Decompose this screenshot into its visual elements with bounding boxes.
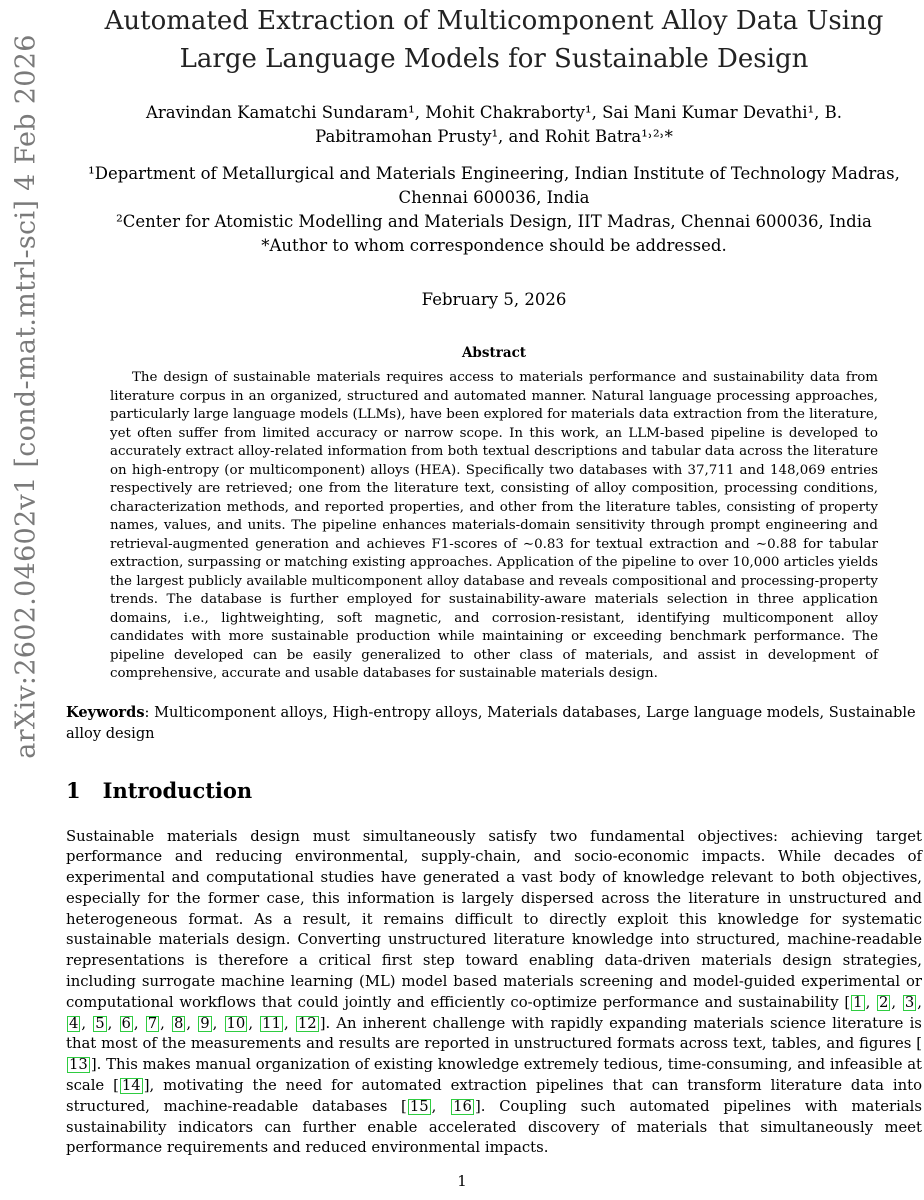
- paper-title: Automated Extraction of Multicomponent Alloy Data Using Large Language Models for Sustainable Design: [104, 6, 884, 74]
- keywords-label: Keywords: [66, 703, 145, 721]
- arxiv-stamp-text: arXiv:2602.04602v1 [cond-mat.mtrl-sci] 4 Feb 2026: [10, 33, 42, 759]
- author-list: Aravindan Kamatchi Sundaram¹, Mohit Chakraborty¹, Sai Mani Kumar Devathi¹, B. Pabitramohan Prusty¹, and Rohit Batra¹˒²˒*: [145, 103, 842, 146]
- section-title: Introduction: [102, 777, 253, 803]
- citation-link[interactable]: 10: [226, 1014, 246, 1032]
- affiliation-1: ¹Department of Metallurgical and Materials Engineering, Indian Institute of Technology Madras, Chennai 600036, India: [88, 164, 900, 207]
- introduction-paragraph: Sustainable materials design must simultaneously satisfy two fundamental objectives: achieving target performance and reducing environmental, supply-chain, and socio-economic impacts. While decades of experimental and computational studies have generated a vast body of knowledge relevant to both objectives, especially for the former case, this information is largely dispersed across the literature in unstructured and heterogeneous format. As a result, it remains difficult to directly exploit this knowledge for systematic sustainable materials design. Converting unstructured literature knowledge into structured, machine-readable representations is therefore a critical first step toward enabling data-driven materials design strategies, including surrogate machine learning (ML) model based materials screening and model-guided experimental or computational workflows that could jointly and efficiently co-optimize performance and sustainability [ 1 , 2 , 3 , 4 , 5 , 6 , 7 , 8 , 9 , 10 , 11 , 12 ]. An inherent challenge with rapidly expanding materials science literature is that most of the measurements and results are reported in unstructured formats across text, tables, and figures [13 ]. This makes manual organization of existing knowledge extremely tedious, time-consuming, and infeasible at scale [ 14 ], motivating the need for automated extraction pipelines that can transform literature data into structured, machine-readable databases [ 15 , 16 ]. Coupling such automated pipelines with materials sustainability indicators can further enable accelerated discovery of materials that simultaneously meet performance requirements and reduced environmental impacts.: [66, 827, 922, 1157]
- intro-text-4: ], motivating the need for automated extraction pipelines that can transform literature data into structured, machine-readable databases [: [66, 1077, 922, 1115]
- paper-page: [66, 0, 922, 1174]
- citation-link[interactable]: 16: [453, 1097, 472, 1115]
- citation-link[interactable]: 5: [95, 1014, 105, 1032]
- correspondence-note: *Author to whom correspondence should be addressed.: [261, 236, 727, 255]
- paper-date: February 5, 2026: [421, 290, 567, 309]
- citation-link[interactable]: 11: [262, 1014, 282, 1032]
- citation-link[interactable]: 9: [200, 1014, 210, 1032]
- intro-text-2: ]. An inherent challenge with rapidly expanding materials science literature is that most of the measurements and results are reported in unstructured formats across text, tables, and figures [: [66, 1014, 922, 1053]
- citation-link[interactable]: 2: [879, 993, 889, 1011]
- citation-link[interactable]: 4: [69, 1014, 79, 1032]
- citation-group: 1 , 2 , 3 , 4 , 5 , 6 , 7 , 8 , 9 , 10 , 11 , 12: [69, 993, 922, 1032]
- citation-link[interactable]: 13: [69, 1056, 88, 1074]
- citation-link[interactable]: 14: [121, 1077, 141, 1095]
- abstract-body: The design of sustainable materials requires access to materials performance and sustainability data from literature corpus in an organized, structured and automated manner. Natural language processing approaches, particularly large language models (LLMs), have been explored for materials data extraction from the literature, yet often suffer from limited accuracy or narrow scope. In this work, an LLM-based pipeline is developed to accurately extract alloy-related information from both textual descriptions and tabular data across the literature on high-entropy (or multicomponent) alloys (HEA). Specifically two databases with 37,711 and 148,069 entries respectively are retrieved; one from the literature text, consisting of alloy composition, processing conditions, characterization methods, and reported properties, and other from the literature tables, consisting of property names, values, and units. The pipeline enhances materials-domain sensitivity through prompt engineering and retrieval-augmented generation and achieves F1-scores of ∼0.83 for textual extraction and ∼0.88 for tabular extraction, surpassing or matching existing approaches. Application of the pipeline to over 10,000 articles yields the largest publicly available multicomponent alloy database and reveals compositional and processing-property trends. The database is further employed for sustainability-aware materials selection in three application domains, i.e., lightweighting, soft magnetic, and corrosion-resistant, identifying multicomponent alloy candidates with more sustainable production while maintaining or exceeding benchmark performance. The pipeline developed can be easily generalized to other class of materials, and assist in development of comprehensive, accurate and usable databases for sustainable materials design.: [110, 370, 878, 681]
- citation-link[interactable]: 1: [853, 993, 863, 1011]
- citation-link[interactable]: 8: [174, 1014, 184, 1032]
- citation-link[interactable]: 6: [121, 1014, 131, 1032]
- citation-link[interactable]: 3: [904, 993, 915, 1011]
- section-number: 1: [66, 777, 81, 803]
- abstract-heading: Abstract: [461, 345, 527, 361]
- citation-link[interactable]: 15: [409, 1097, 429, 1115]
- arxiv-side-stamp: [4, 33, 48, 759]
- page-number: 1: [457, 1172, 467, 1190]
- citation-link[interactable]: 12: [297, 1014, 317, 1032]
- intro-text-1: Sustainable materials design must simultaneously satisfy two fundamental objectives: achieving target performance and reducing environmental, supply-chain, and socio-economic impacts. While decades of experimental and computational studies have generated a vast body of knowledge relevant to both objectives, especially for the former case, this information is largely dispersed across the literature in unstructured and heterogeneous format. As a result, it remains difficult to directly exploit this knowledge for systematic sustainable materials design. Converting unstructured literature knowledge into structured, machine-readable representations is therefore a critical first step toward enabling data-driven materials design strategies, including surrogate machine learning (ML) model based materials screening and model-guided experimental or computational workflows that could jointly and efficiently co-optimize performance and sustainability [: [66, 827, 922, 1011]
- citation-link[interactable]: 7: [147, 1014, 158, 1032]
- section-heading-introduction: [66, 778, 922, 803]
- affiliation-list: [66, 162, 922, 258]
- affiliation-2: ²Center for Atomistic Modelling and Materials Design, IIT Madras, Chennai 600036, India: [116, 212, 872, 231]
- intro-text-5: ]. Coupling such automated pipelines with materials sustainability indicators can further enable accelerated discovery of materials that simultaneously meet performance requirements and reduced environmental impacts.: [66, 1097, 922, 1157]
- intro-text-3: ]. This makes manual organization of existing knowledge extremely tedious, time-consuming, and infeasible at scale [: [66, 1056, 922, 1095]
- keywords-text: : Multicomponent alloys, High-entropy alloys, Materials databases, Large language models, Sustainable alloy design: [66, 703, 916, 742]
- keywords: [66, 702, 922, 744]
